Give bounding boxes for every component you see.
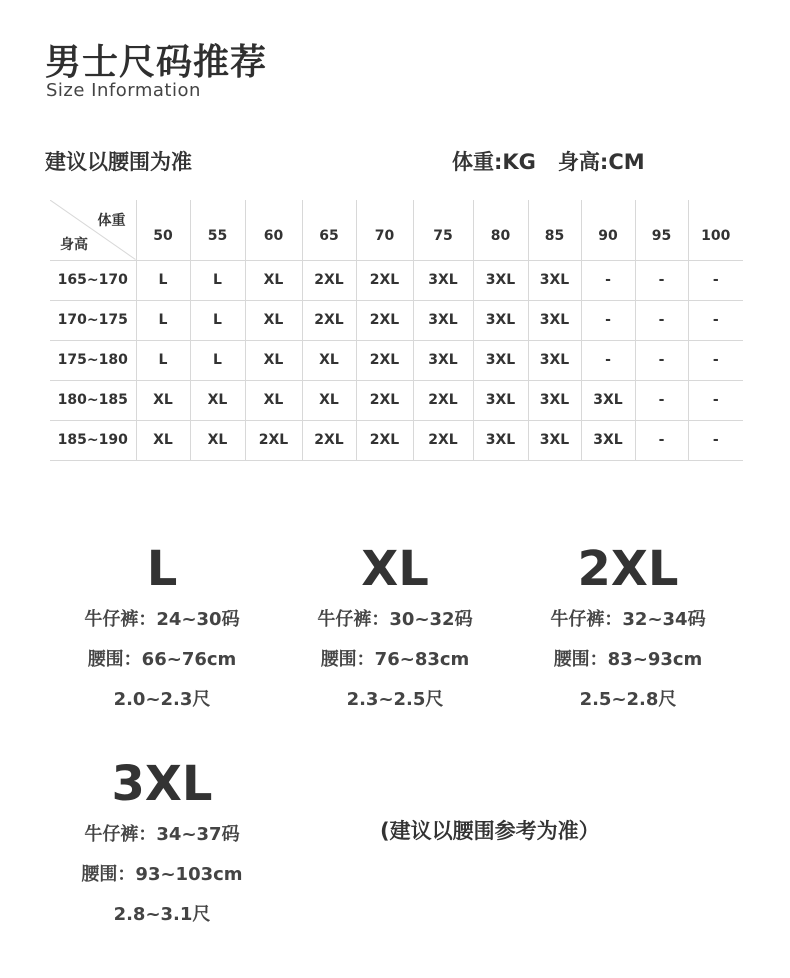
size-cell: 3XL <box>473 380 528 420</box>
jeans-size: 牛仔裤：34~37码 <box>84 824 240 845</box>
size-cell: XL <box>136 380 190 420</box>
size-cell: 3XL <box>528 260 581 300</box>
jeans-size: 牛仔裤：30~32码 <box>317 609 473 630</box>
size-cell: XL <box>136 420 190 460</box>
height-range-cell: 170~175 <box>50 300 136 340</box>
size-cell: - <box>688 380 743 420</box>
size-cell: XL <box>245 300 302 340</box>
size-card-2xl <box>510 538 746 720</box>
waist-range: 腰围：76~83cm <box>320 649 470 670</box>
size-cell: XL <box>245 380 302 420</box>
size-cell: 2XL <box>356 260 413 300</box>
size-cell: - <box>635 340 688 380</box>
size-cell: L <box>190 260 245 300</box>
size-cell: 2XL <box>302 260 356 300</box>
size-cell: XL <box>245 340 302 380</box>
chi-range: 2.8~3.1尺 <box>113 904 211 925</box>
size-cell: 3XL <box>413 340 473 380</box>
weight-header: 55 <box>190 200 245 260</box>
size-label: 3XL <box>111 756 213 812</box>
size-cell: 2XL <box>356 340 413 380</box>
size-cell: 2XL <box>302 300 356 340</box>
size-cell: 2XL <box>413 380 473 420</box>
page-subtitle: Size Information <box>46 80 201 101</box>
weight-header: 85 <box>528 200 581 260</box>
chi-range: 2.5~2.8尺 <box>579 689 677 710</box>
weight-header: 80 <box>473 200 528 260</box>
chi-range: 2.0~2.3尺 <box>113 689 211 710</box>
size-cell: 3XL <box>528 420 581 460</box>
advice-text: 建议以腰围为准 <box>45 150 192 174</box>
weight-header: 65 <box>302 200 356 260</box>
size-cell: - <box>688 340 743 380</box>
weight-unit: 体重:KG <box>452 150 536 174</box>
size-cell: XL <box>245 260 302 300</box>
jeans-size: 牛仔裤：32~34码 <box>550 609 706 630</box>
table-row <box>50 340 743 380</box>
jeans-size: 牛仔裤：24~30码 <box>84 609 240 630</box>
size-cell: 3XL <box>473 300 528 340</box>
waist-range: 腰围：83~93cm <box>553 649 703 670</box>
size-cell: XL <box>190 380 245 420</box>
corner-height-label: 身高 <box>60 236 88 253</box>
size-card-xl <box>277 538 513 720</box>
size-cell: 3XL <box>528 380 581 420</box>
waist-range: 腰围：93~103cm <box>81 864 243 885</box>
size-label: XL <box>361 541 429 597</box>
height-range-cell: 165~170 <box>50 260 136 300</box>
table-body <box>50 260 743 460</box>
weight-header: 100 <box>688 200 743 260</box>
size-cell: - <box>635 380 688 420</box>
table-row <box>50 260 743 300</box>
size-cell: 2XL <box>356 300 413 340</box>
size-cell: - <box>581 340 635 380</box>
page-title: 男士尺码推荐 <box>45 42 268 83</box>
size-cell: 3XL <box>528 300 581 340</box>
size-cell: 3XL <box>473 420 528 460</box>
size-cell: - <box>581 260 635 300</box>
weight-header: 70 <box>356 200 413 260</box>
size-cell: 2XL <box>413 420 473 460</box>
height-unit: 身高:CM <box>557 150 645 174</box>
size-cell: - <box>635 300 688 340</box>
size-card-l <box>44 538 280 720</box>
weight-header: 90 <box>581 200 635 260</box>
table-row <box>50 420 743 460</box>
table-row <box>50 300 743 340</box>
size-cell: 2XL <box>245 420 302 460</box>
chi-range: 2.3~2.5尺 <box>346 689 444 710</box>
waist-reference-note: (建议以腰围参考为准） <box>380 819 600 843</box>
weight-header: 60 <box>245 200 302 260</box>
size-cell: XL <box>302 380 356 420</box>
size-cell: - <box>581 300 635 340</box>
size-cell: XL <box>190 420 245 460</box>
size-cell: XL <box>302 340 356 380</box>
size-cell: 3XL <box>528 340 581 380</box>
size-cell: 3XL <box>413 260 473 300</box>
size-card-3xl <box>44 753 280 935</box>
units-legend <box>452 146 645 176</box>
size-cell: 3XL <box>581 380 635 420</box>
waist-range: 腰围：66~76cm <box>87 649 237 670</box>
size-cell: - <box>688 260 743 300</box>
height-range-cell: 180~185 <box>50 380 136 420</box>
size-cell: 2XL <box>302 420 356 460</box>
size-cell: L <box>136 300 190 340</box>
table-corner-cell <box>50 200 136 260</box>
size-cell: L <box>136 260 190 300</box>
size-cell: 3XL <box>581 420 635 460</box>
weight-header: 50 <box>136 200 190 260</box>
size-cell: - <box>635 260 688 300</box>
weight-header: 75 <box>413 200 473 260</box>
size-cell: 2XL <box>356 420 413 460</box>
size-cell: 2XL <box>356 380 413 420</box>
size-cell: 3XL <box>413 300 473 340</box>
size-cell: - <box>688 300 743 340</box>
size-cell: L <box>136 340 190 380</box>
height-range-cell: 185~190 <box>50 420 136 460</box>
table-header-row <box>50 200 743 260</box>
size-cell: - <box>635 420 688 460</box>
size-cell: 3XL <box>473 260 528 300</box>
size-table <box>50 200 743 461</box>
table-row <box>50 380 743 420</box>
height-range-cell: 175~180 <box>50 340 136 380</box>
size-label: L <box>146 541 178 597</box>
corner-weight-label: 体重 <box>97 213 126 229</box>
size-label: 2XL <box>577 541 679 597</box>
size-cell: 3XL <box>473 340 528 380</box>
weight-header: 95 <box>635 200 688 260</box>
size-cell: - <box>688 420 743 460</box>
size-cell: L <box>190 300 245 340</box>
size-cell: L <box>190 340 245 380</box>
